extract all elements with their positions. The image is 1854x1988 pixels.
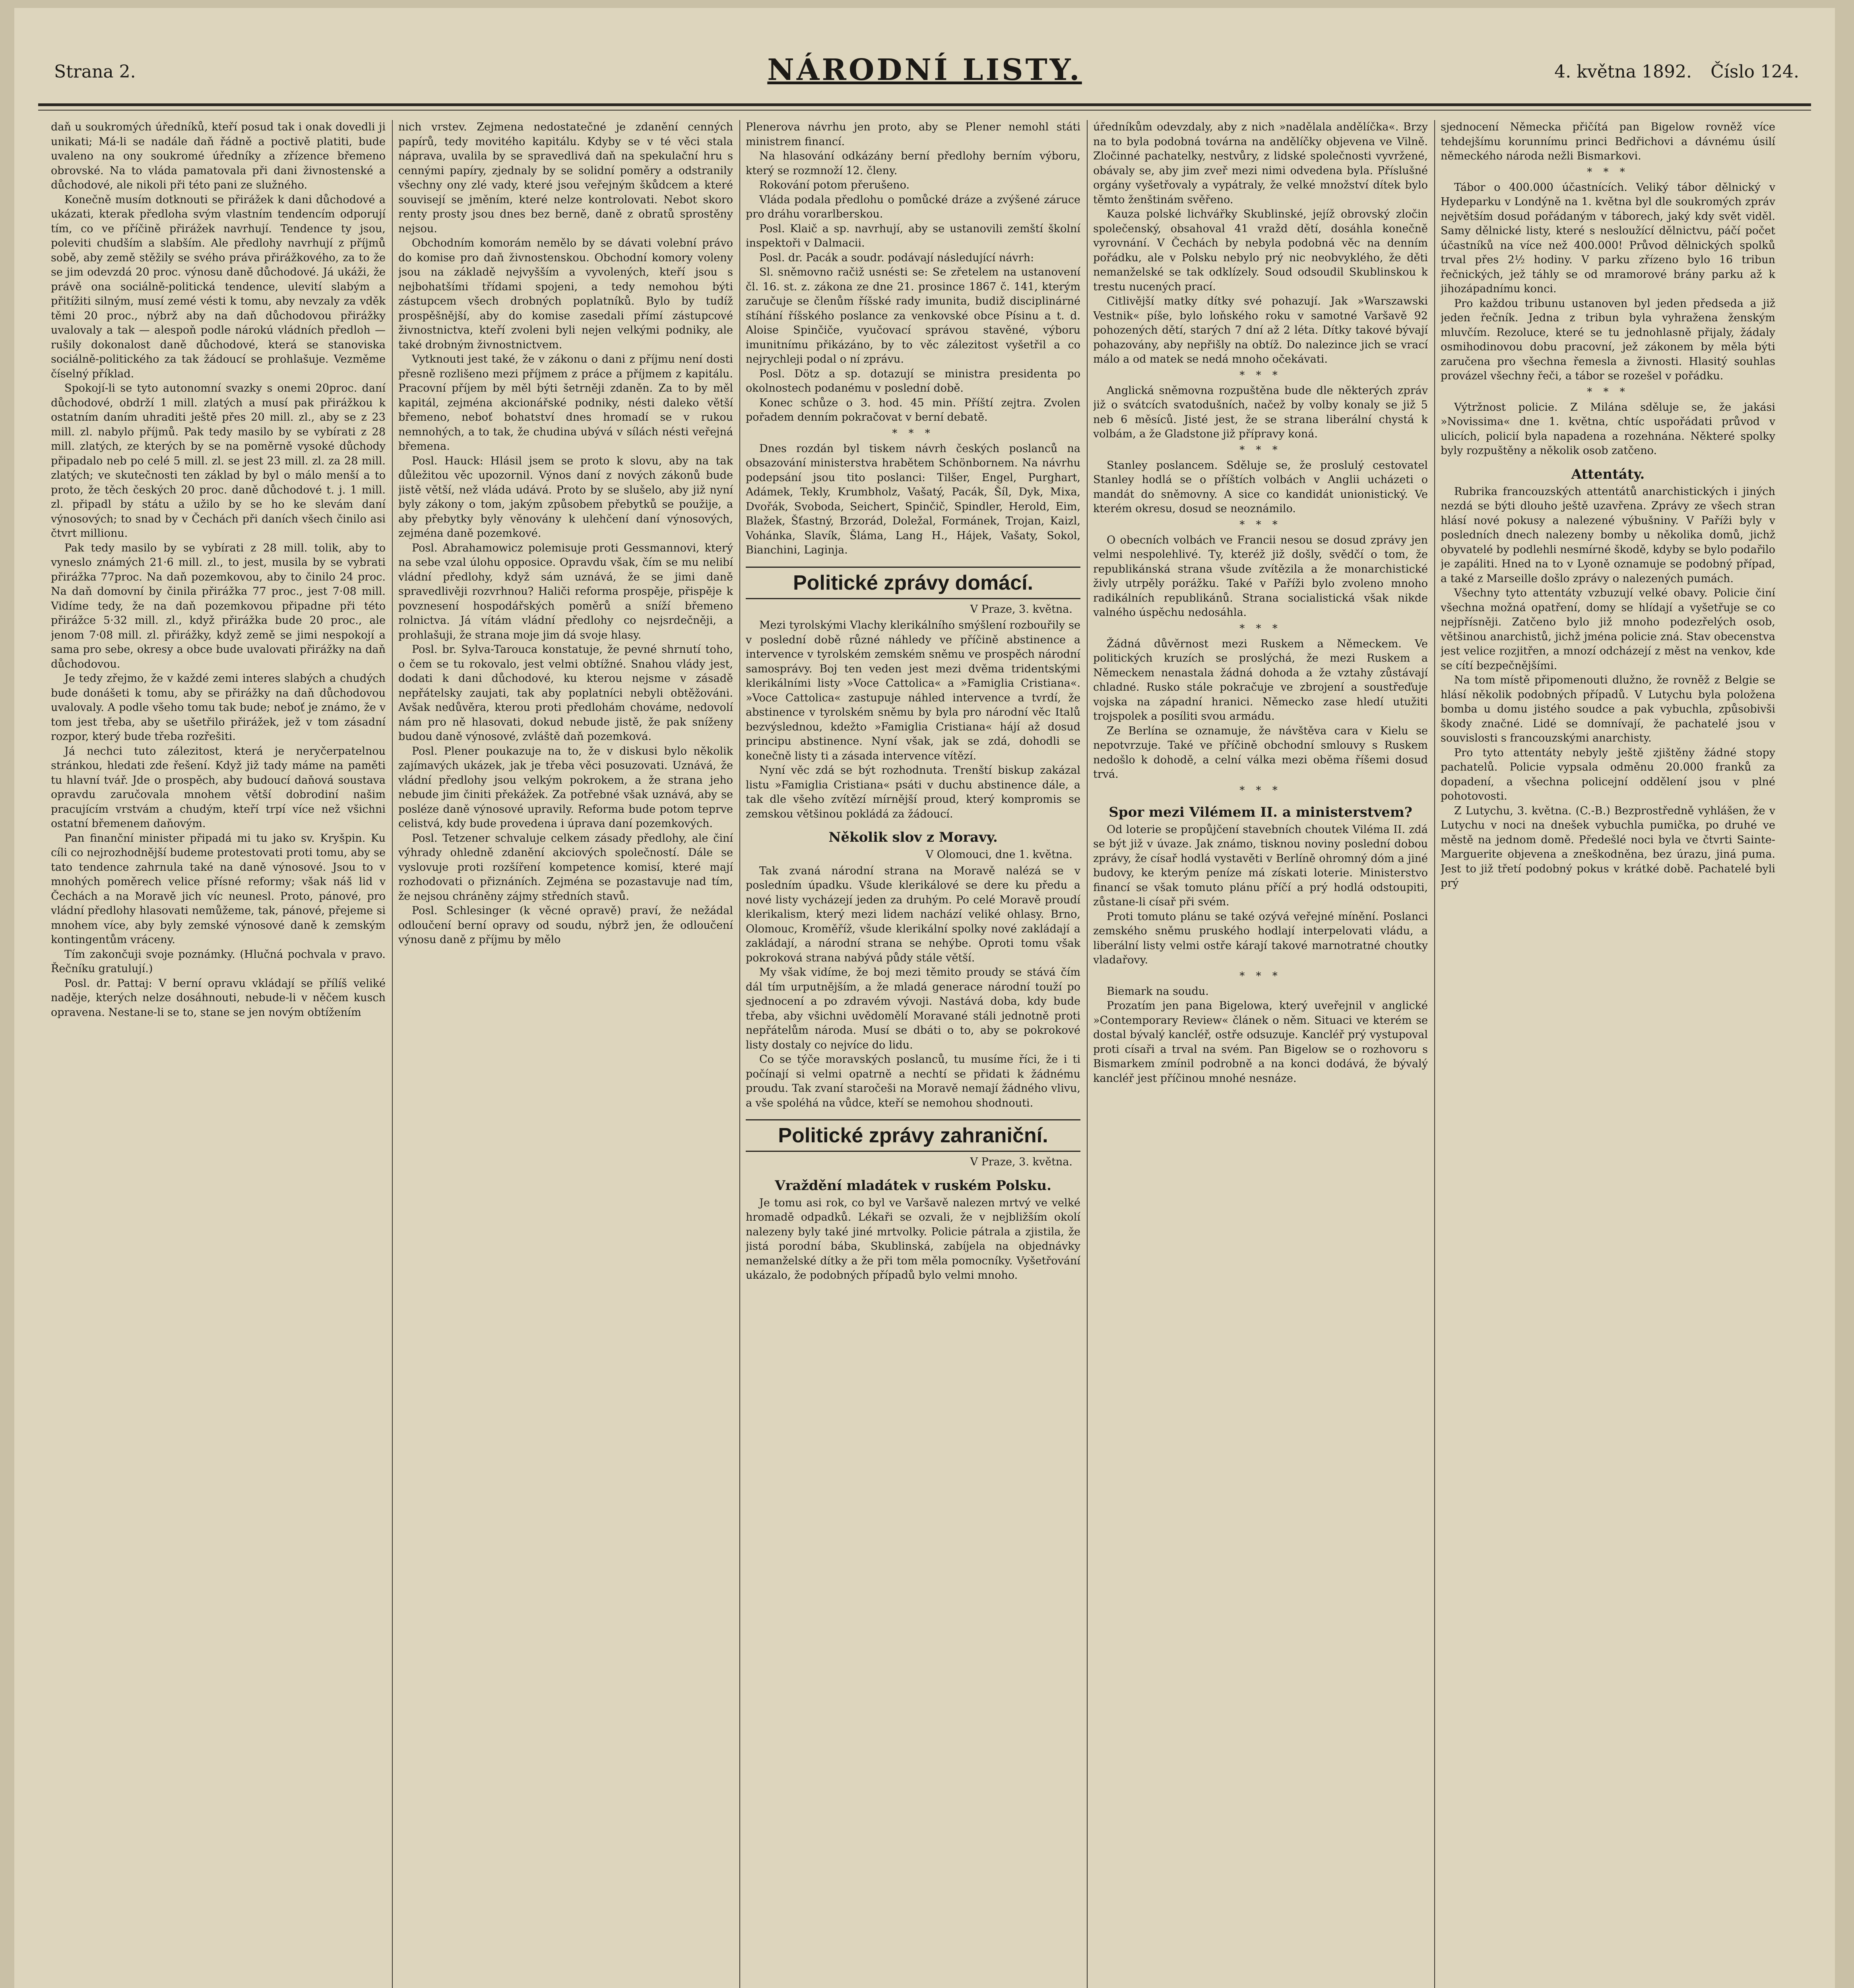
paragraph: Spokojí-li se tyto autonomní svazky s onemi 20proc. daní důchodové, obdrží 1 mill. zlatých a musí pak přirážkou k ostatním daním uhraditi ještě přes 20 mill. zl., aby se z 23 mill. zl. nabylo příjmů. Pak tedy masilo by se vybírati z 28 mill. zlatých, ze kterých by se na poměrně vysoké důchody připadalo neb po celé 5 mill. zl. se jest 23 mill. zl. za 28 mill. zlatých; ve skutečnosti ten základ by byl o málo menší a to proto, že těch českých 20 proc. daně důchodové t. j. 1 mill. zl. připadl by státu a užilo by se ho ke slevám daní výnosových; to snad by v Čechách při daních všech činilo asi čtvrt millionu. [51,382,386,540]
column-rule [1087,120,1088,1988]
paragraph: Konečně musím dotknouti se přirážek k dani důchodové a ukázati, kterak předloha svým vlastním tendencím odporují tím, co ve příčině přirážek navrhují. Tendence ty jsou, poleviti chudším a slabším. Ale předlohy navrhují z příjmů sobě, aby země stěžily se svého práva přirážkového, za to že se jim odevzdá 20 proc. výnosu daně důchodové. Já ukáži, že právě ona sociálně-politická tendence, ulevití slabým a přitížiti silným, musí zemé vésti k tomu, aby nevzaly za vděk těmi 20 proc., nýbrž aby na daň důchodovou přirážky uvalovaly a tak — alespoň podle nárokú vládních předloh — rušily dokonalost daně důchodové, která se stanoviska sociálně-politického za tak žádoucí se prohlašuje. Vezměme číselný příklad. [51,193,386,380]
paragraph: Biemark na soudu. [1107,985,1209,998]
article-heading: Spor mezi Vilémem II. a ministerstvem? [1109,804,1412,820]
section-separator: * * * [1239,622,1282,635]
paragraph: Pro každou tribunu ustanoven byl jeden předseda a již jeden řečník. Jedna z tribun byla vyhražena ženským mluvčím. Rezoluce, které se tu jednohlasně přijaly, žádaly osmihodinovou dobu pracovní, jež zákonem by měla býti zaručena pro všechna řemesla a živnosti. Hlasitý souhlas provázel všechny řeči, a tábor se rozešel v pořádku. [1441,297,1775,382]
section-heading-domestic: Politické zprávy domácí. [746,567,1080,599]
newspaper-title: NÁRODNÍ LISTY. [767,53,1082,87]
issue-number: Číslo 124. [1710,62,1799,82]
column-3 [746,120,1080,1988]
paragraph: Já nechci tuto zálezitost, která je neryčerpatelnou stránkou, hledati zde řešení. Když již tady máme na paměti tu hlavní tvář. Jde o prospěch, aby budoucí daňová soustava opravdu zaručovala mnohem větší dobrodiní našim pracujícím vrstvám a chudým, kteří trpí více než všichni ostatní břemenem daňovým. [51,745,386,830]
column-rule [739,120,740,1988]
paragraph: Pan finanční minister připadá mi tu jako sv. Kryšpin. Ku cíli co nejrozhodnější budeme protestovati proti tomu, aby se tato tendence zahrnula také na daně výnosové. Jsou to v mnohých poměrech velice přísné reformy; však náš lid v Čechách a na Moravě jich víc neunesl. Proto, pánové, pro vládní předlohy hlasovati nemůžeme, tak, pánové, přejeme si mnohem více, aby byly zemské výnosové daně k zemským kontingentům vráceny. [51,832,386,946]
paragraph: Nyní věc zdá se být rozhodnuta. Trenští biskup zakázal listu »Famiglia Cristiana« psáti v duchu abstinence dále, a tak dle všeho zvítězí mírnější proud, který kompromis se zemskou většinou pokládá za žádoucí. [746,764,1080,820]
masthead [38,46,1811,97]
paragraph: Posl. Klaič a sp. navrhují, aby se ustanovili zemští školní inspektoři v Dalmacii. [746,222,1080,249]
paragraph: Na tom místě připomenouti dlužno, že rovněž z Belgie se hlásí několik podobných případů. V Lutychu byla položena bomba u domu jistého soudce a pak vybuchla, způsobivši škody značné. Lidé se domnívají, že pachatelé jsou v souvislosti s francouzskými anarchisty. [1441,674,1775,744]
column-1 [51,120,386,1988]
paragraph: daň u soukromých úředníků, kteří posud tak i onak dovedli ji unikati; Má-li se nadále daň řádně a poctivě platiti, bude uvaleno na ony soukromé úředníky a zřízence břemeno obrovské. Na to vláda pamatovala při dani živnostenské a důchodové, ale nikoli při této pani ze služného. [51,121,386,191]
section-separator: * * * [1239,444,1282,456]
paragraph: Posl. dr. Pattaj: V berní opravu vkládají se přílíš veliké naděje, kterých nelze dosáhnouti, nebude-li v něčem kusch opravena. Nestane-li se to, stane se jen novým obtížením [51,977,386,1019]
motion-text: Sl. sněmovno račiž usnésti se: Se zřetelem na ustanovení čl. 16. st. z. zákona ze dne 21. prosince 1867 č. 141, kterým zaručuje se členům říšské rady imunita, budiž disciplinárné stíhání říšského poslance za venkovské obce Písinu a t. d. Aloise Spinčiče, vyučovací správou stavěné, výboru imunitnímu přikázáno, by to věc zálezitost vyšetřil a co nejrychleji podal o ní zprávu. [746,266,1080,365]
paragraph: Je tedy zřejmo, že v každé zemi interes slabých a chudých bude donášeti k tomu, aby se přirážky na daň důchodovou uvalovaly. A podle všeho tomu tak bude; neboť je známo, že v tom jest třeba, aby se ušetřilo přirážek, jež v tom zásadní rozpor, který bude třeba rozřešiti. [51,672,386,743]
section-heading-foreign: Politické zprávy zahraniční. [746,1119,1080,1152]
issue-date: 4. května 1892. [1554,62,1692,82]
paragraph: nich vrstev. Zejmena nedostatečné je zdanění cenných papírů, tedy movitého kapitálu. Kdyby se v té věci stala náprava, uvalila by se spravedlivá daň na spekulační hru s cennými papíry, zjednaly by se solidní poměry a odstranily všechny ony zlé vady, které jsou veřejným škůdcem a které souvisejí se jměním, které nelze kontrolovati. Nebot skoro renty prosty jsou dnes bez berně, daně z obratů sprostěny nejsou. [398,121,733,235]
masthead-rule [38,103,1811,106]
paragraph: Tím zakončuji svoje poznámky. (Hlučná pochvala v pravo. Řečníku gratulují.) [51,948,386,975]
paragraph: Všechny tyto attentáty vzbuzují velké obavy. Policie činí všechna možná opatření, domy se hlídají a vyšetřuje se co nejpřísněji. Zatčeno bylo již mnoho podezřelých osob, většinou anarchistů, jichž jména policie zná. Stav obecenstva jest velice rozjitřen, a mnozí odcházejí z měst na venkov, kde se cítí bezpečnějšími. [1441,587,1775,672]
paragraph: Posl. Plener poukazuje na to, že v diskusi bylo několik zajímavých ukázek, jak je třeba věci posuzovati. Uznává, že vládní předlohy jsou velkým pokrokem, a že strana jeho nebude jim činiti překážek. Za potřebné však uznává, aby se posléze daně výnosové upravily. Reforma bude potom teprve celistvá, kdy bude provedena i úprava daní pozemkových. [398,745,733,830]
paragraph: Tak zvaná národní strana na Moravě nalézá se v posledním úpadku. Všude klerikálové se dere ku předu a nové listy vycházejí jeden za druhým. Po celé Moravě proudí klerikalism, který mezi lidem nachází veliké ohlasy. Brno, Olomouc, Kroměříž, všude klerikální spolky nové zakládají a zakládají, a národní strana se nehýbe. Oproti tomu však pokroková strana nabývá půdy stále větší. [746,864,1080,964]
article-heading: Vraždění mladátek v ruském Polsku. [775,1177,1051,1194]
column-4 [1093,120,1428,1988]
paragraph: Vláda podala předlohu o pomůcké dráze a zvýšené záruce pro dráhu vorarlberskou. [746,193,1080,220]
paragraph: Pro tyto attentáty nebyly ještě zjištěny žádné stopy pachatelů. Policie vypsala odměnu 20.000 franků za dopadení, a všechna policejní oddělení jsou v plné pohotovosti. [1441,746,1775,802]
paragraph: Plenerova návrhu jen proto, aby se Plener nemohl státi ministrem financí. [746,121,1080,148]
paragraph: Pak tedy masilo by se vybírati z 28 mill. tolik, aby to vyneslo známých 21·6 mill. zl., to jest, musila by se vybrati přirážka 77proc. Na daň pozemkovou, aby to činilo 24 proc. Na daň domovní by činila přirážka 77 proc., jest 7·08 mill. Vidíme tedy, že na daň pozemkovou připadne při této přirážce 5·32 mill. zl., když přirážka bude 20 proc., ale jenom 7·08 mill. zl. přirážky, když země se jimi nespokojí a sama pro sebe, okresy a obce bude uvalovati přirážky na daň důchodovou. [51,542,386,670]
paragraph: Posl. Abrahamowicz polemisuje proti Gessmannovi, který na sebe vzal úlohu opposice. Opravdu však, čím se mu nelibí vládní předlohy, když sám uznává, že se jimi daně spravedlivěji rozvrhnou? Haliči reforma prospěje, přispěje k povznesení hospodářských poměrů a sníží břemeno rolnictva. Já vítám vládní předlohy co nejsrdečněji, a prohlašuji, že strana moje jim dá svoje hlasy. [398,542,733,641]
section-separator: * * * [1239,784,1282,796]
column-2 [398,120,733,1988]
masthead-rule-thin [38,110,1811,111]
paragraph: Posl. br. Sylva-Tarouca konstatuje, že pevné shrnutí toho, o čem se tu rokovalo, jest velmi obtížné. Snahou vlády jest, dodati k dani důchodové, ku kterou nejsme v zásadě nepřátelsky zaujati, tak aby poplatníci nebyli obtěžováni. Avšak nedůvěra, kterou proti předlohám chováme, nedovolí nám pro ně hlasovati, dokud nebude jistě, že pak sníženy budou daně výnosové, zvláště daň pozemková. [398,643,733,743]
column-5 [1441,120,1775,1988]
paragraph: sjednocení Německa přičítá pan Bigelow rovněž více tehdejšímu korunnímu princi Bedřichovi a dávnému úsilí německého národa nežli Bismarkovi. [1441,121,1775,162]
paragraph: Dnes rozdán byl tiskem návrh českých poslanců na obsazování ministerstva hrabětem Schönbornem. Na návrhu podepsání jsou tito poslanci: Tilšer, Engel, Purghart, Adámek, Tekly, Krumbholz, Vašatý, Pacák, Šíl, Dyk, Mixa, Dvořák, Svoboda, Seichert, Spinčič, Spindler, Herold, Eim, Blažek, Šťastný, Brzorád, Doležal, Formánek, Trojan, Kaizl, Vohánka, Slavík, Šláma, Lang H., Hájek, Vašaty, Sokol, Bianchini, Laginja. [746,442,1080,556]
column-rule [392,120,393,1988]
paragraph: Citlivější matky dítky své pohazují. Jak »Warszawski Vestnik« píše, bylo loňského roku v samotné Varšavě 92 pohozených dětí, starých 7 dní až 2 léta. Dítky takové bývají pohazovány, aby nepřišly na obtíž. Do nalezince jich se vrací málo a od matek se nedá mnoho očekávati. [1093,295,1428,365]
section-separator: * * * [892,427,934,439]
paragraph: Konec schůze o 3. hod. 45 min. Příští zejtra. Zvolen pořadem denním pokračovat v berní debatě. [746,396,1080,423]
section-separator: * * * [1587,166,1629,178]
paragraph: Posl. dr. Pacák a soudr. podávají následující návrh: [759,251,1034,264]
paragraph: Výtržnost policie. Z Milána sděluje se, že jakási »Novissima« dne 1. května, chtíc uspořádati průvod v ulicích, policií byla napadena a rozehnána. Některé spolky byly rozpuštěny a několik osob zatčeno. [1441,401,1775,457]
paragraph: Prozatím jen pana Bigelowa, který uveřejnil v anglické »Contemporary Review« článek o něm. Situaci ve kterém se dostal bývalý kancléř, ostře odsuzuje. Kancléř prý vystupoval proti císaři a trval na svém. Pan Bigelow se o rozhovoru s Bismarkem zmínil podrobně a na konci dodává, že bývalý kancléř jest příčinou mnohé nesnáze. [1093,1000,1428,1085]
page-number: Strana 2. [54,62,136,82]
dateline: V Olomouci, dne 1. května. [925,848,1072,861]
paragraph: Je tomu asi rok, co byl ve Varšavě nalezen mrtvý ve velké hromadě odpadků. Lékaři se ozvali, že v nejbližším okolí nalezeny byly také jiné mrtvolky. Policie pátrala a zjistila, že jistá porodní bába, Skublinská, zabíjela na objednávky nemanželské dítky a že při tom měla pomocníky. Vyšetřování ukázalo, že podobných případů bylo velmi mnoho. [746,1196,1080,1281]
dateline: V Praze, 3. května. [970,603,1072,615]
paragraph: Mezi tyrolskými Vlachy klerikálního smýšlení rozbouřily se v poslední době různé náhledy ve příčině abstinence a intervence v tyrolském zemském sněmu ve prospěch národní samosprávy. Boj ten veden jest mezi dvěma tridentskými klerikálními listy »Voce Cattolica« a »Famiglia Cristiana«. »Voce Cattolica« zastupuje náhled intervence a tvrdí, že abstinence v tyrolském sněmu by byla pro národní věc Italů bezvýslednou, kdežto »Famiglia Cristiana« hájí až dosud principu abstinence. Nyní však, jak se zdá, dohodli se konečně listy ti a zásada intervence vítězí. [746,619,1080,762]
paragraph: Posl. Tetzener schvaluje celkem zásady předlohy, ale činí výhrady ohledně zdanění akciových společností. Dále se vyslovuje proti rozšíření kompetence komisí, které mají rozhodovati o přiznáních. Zejména se pozastavuje nad tím, že nejsou chráněny zájmy středních stavů. [398,832,733,903]
paragraph: My však vidíme, že boj mezi těmito proudy se stává čím dál tím urputnějším, a že mladá generace národní touží po sjednocení a po zdravém vývoji. Nastává doba, kdy bude třeba, aby všichni uvědomělí Moravané stáli jednotně proti nepřátelům národa. Musí se dbáti o to, aby se pokrokové listy dostaly co nejvíce do lidu. [746,966,1080,1051]
paragraph: Posl. Schlesinger (k věcné opravě) praví, že nežádal odloučení berní opravy od soudu, nýbrž jen, že odloučení výnosu daně z příjmu by mělo [398,905,733,946]
paragraph: Tábor o 400.000 účastnících. Veliký tábor dělnický v Hydeparku v Londýně na 1. května byl dle soukromých zpráv největším dosud pořádaným v táborech, jaký kdy svět viděl. Samy dělnické listy, které s nesloužící dělnictvu, páčí počet účastníků na více než 400.000! Průvod dělnických spolků trval přes 2½ hodiny. V parku zřízeno bylo 16 tribun řečnických, jež táhly se od mramorové brány parku až k jihozápadnímu konci. [1441,181,1775,295]
paragraph: Žádná důvěrnost mezi Ruskem a Německem. Ve politických kruzích se proslýchá, že mezi Ruskem a Německem nenastala žádná dohoda a že vztahy zůstávají chladné. Rusko stále pokračuje ve zbrojení a soustřeďuje vojska na západní hranici. Německo zase hledí utužiti trojspolek a posíliti svou armádu. [1093,637,1428,722]
paragraph: Rubrika francouzských attentátů anarchistických i jiných nezdá se býti dlouho ještě uzavřena. Zprávy ze všech stran hlásí nové pokusy a nalezené výbušniny. V Paříži byly v posledních dnech nalezeny bomby u několika domů, jichž obyvatelé by podlehli nesmírné škodě, kdyby se bylo podařilo je zapáliti. Hned na to v Lyoně oznamuje se podobný případ, a také z Marseille došlo zprávy o nalezených pumách. [1441,485,1775,585]
paragraph: Na hlasování odkázány berní předlohy berním výboru, který se rozmnoží 12. členy. [746,150,1080,177]
paragraph: úředníkům odevzdaly, aby z nich »nadělala andělíčka«. Brzy na to byla podobná továrna na andělíčky objevena ve Vilně. Zločinné pachatelky, nestvůry, z lidské společnosti vyvržené, obávaly se, aby jim zveř mezi nimi odvedena byla. Příslušné orgány vyšetřovaly a vypátraly, že velké množství dítek bylo těmto ženštinám svěřeno. [1093,121,1428,206]
paragraph: Rokování potom přerušeno. [759,179,910,191]
dateline: V Praze, 3. května. [970,1156,1072,1168]
paragraph: Stanley poslancem. Sděluje se, že proslulý cestovatel Stanley hodlá se o příštích volbách v Anglii ucházeti o mandát do sněmovny. A sice co kandidát unionistický. Ve kterém okresu, dosud se neoznámilo. [1093,459,1428,515]
paragraph: Anglická sněmovna rozpuštěna bude dle některých zpráv již o svátcích svatodušních, načež by volby konaly se již 5 neb 6 měsíců. Jisté jest, že se strana liberální chystá k volbám, a že Gladstone již přípravy koná. [1093,384,1428,440]
paragraph: Kauza polské lichvářky Skublinské, jejíž obrovský zločin společenský, obsahoval 41 vražd dětí, dosáhla konečně vyrovnání. V Čechách by nebyla podobná věc na denním pořádku, ale v Polsku nebylo prý nic neobvyklého, že děti nemanželské se tak odklízely. Soud odsoudil Skublinskou k trestu nucených prací. [1093,208,1428,293]
paragraph: Posl. Hauck: Hlásil jsem se proto k slovu, aby na tak důležitou věc upozornil. Výnos daní z nových zákonů bude jistě větší, než vláda udává. Proto by se slušelo, aby již nyní byly zákony o tom, jakým způsobem přebytků se použije, a aby přebytky byly věnovány k ulehčení daní výnosových, zejména daně pozemkové. [398,454,733,540]
paragraph: Od loterie se propůjčení stavebních choutek Viléma II. zdá se být již v úvaze. Jak známo, tisknou noviny poslední dobou zprávy, že císař hodlá vystavěti v Berlíně ohromný dóm a jiné budovy, ke kterým peníze má získati loterie. Ministerstvo financí se však tomuto plánu příčí a prý hodlá odstoupiti, zůstane-li císař při svém. [1093,823,1428,908]
article-heading: Několik slov z Moravy. [828,829,998,845]
paragraph: Ze Berlína se oznamuje, že návštěva cara v Kielu se nepotvrzuje. Také ve příčině obchodní smlouvy s Ruskem nedošlo k dohodě, a celní válka mezi oběma říšemi dosud trvá. [1093,724,1428,780]
paragraph: Obchodním komorám nemělo by se dávati volební právo do komise pro daň živnostenskou. Obchodní komory voleny jsou na základě nejvyšším a vyvolených, kteří jsou s nejbohatšími třídami spojeni, a tedy nemohou býti zástupcem všech drobných poplatníků. Bylo by tudíž prospěšnější, aby do komise zasedali přímí zástupcové živnostnictva, kteří zvoleni byli nejen velkými podniky, ale také drobným živnostnictvem. [398,237,733,351]
paragraph: Proti tomuto plánu se také ozývá veřejné mínění. Poslanci zemského sněmu pruského hodlají interpelovati vládu, a liberální listy velmi ostře kárají takové marnotratné choutky vladařovy. [1093,910,1428,966]
paragraph: Vytknouti jest také, že v zákonu o dani z příjmu není dosti přesně rozlišeno mezi příjmem z práce a příjmem z kapitálu. Pracovní příjem by měl býti šetrněji zdaněn. Za to by měl kapitál, zejména akcionářské podniky, nésti daleko větší břemeno, neboť bohatství dnes hromadí se v rukou nemnohých, a to tak, že chudina ubývá v sílách nésti veřejná břemena. [398,353,733,452]
section-separator: * * * [1239,970,1282,982]
column-rule [1434,120,1435,1988]
paragraph: O obecních volbách ve Francii nesou se dosud zprávy jen velmi nespolehlivé. Ty, kteréž již došly, svědčí o tom, že republikánská strana všude zvítězila a že monarchistické živly utrpěly porážku. Také v Paříži bylo zvoleno mnoho radikálních republikánů. Strana socialistická však nikde valného úspěchu nedosáhla. [1093,534,1428,619]
section-separator: * * * [1239,369,1282,381]
paragraph: Co se týče moravských poslanců, tu musíme říci, že i ti počínají si velmi opatrně a nechtí se přidati k žádnému proudu. Tak zvaní staročeši na Moravě nemají žádného vlivu, a vše spoléhá na vůdce, kteří se nemohou shodnouti. [746,1053,1080,1109]
article-heading: Attentáty. [1571,466,1645,482]
section-separator: * * * [1239,518,1282,531]
paragraph: Posl. Dötz a sp. dotazují se ministra presidenta po okolnostech podanému v poslední době. [746,367,1080,394]
newspaper-page [14,8,1835,1988]
section-separator: * * * [1587,386,1629,398]
paragraph: Z Lutychu, 3. května. (C.-B.) Bezprostředně vyhlášen, že v Lutychu v noci na dnešek vybuchla pumička, po druhé ve městě na jednom domě. Předešlé noci byla ve čtvrti Sainte-Marguerite objevena a zneškodněna, bez úrazu, jiná puma. Jest to již třetí podobný pokus v krátké době. Pachatelé byli prý [1441,804,1775,889]
